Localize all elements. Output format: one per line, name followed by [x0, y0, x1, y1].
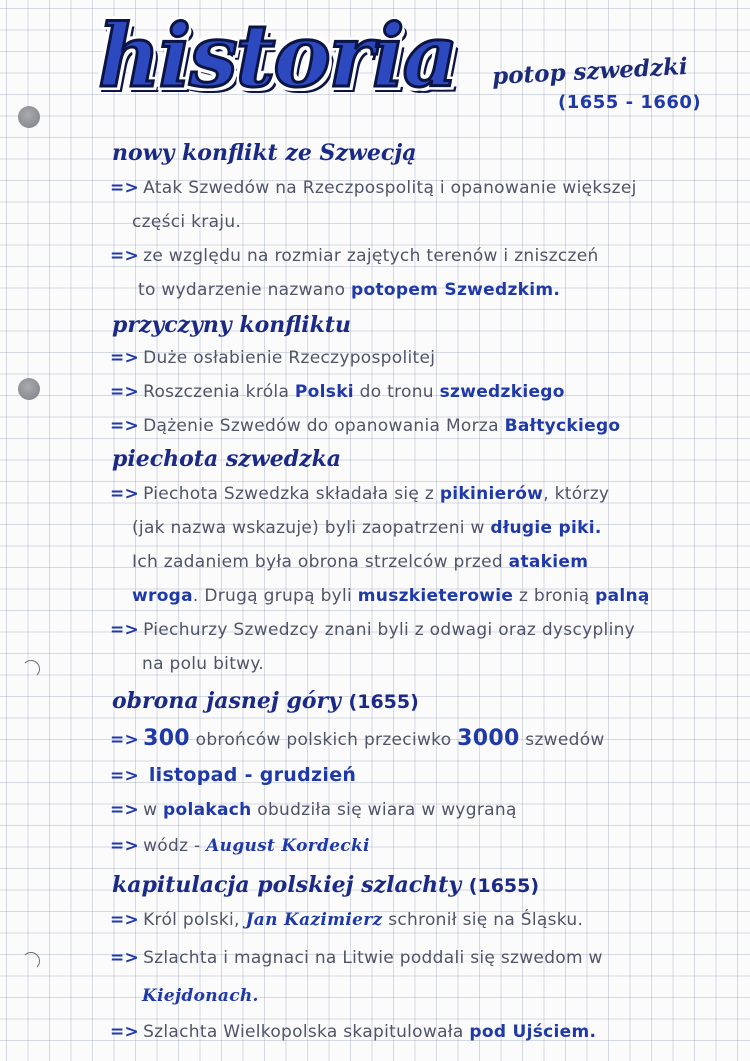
arrow-icon: =>: [110, 910, 140, 930]
arrow-icon: =>: [110, 766, 140, 786]
note-line: części kraju.: [132, 212, 242, 232]
ring-mark: [22, 660, 40, 678]
arrow-icon: =>: [110, 800, 140, 820]
arrow-icon: =>: [110, 620, 140, 640]
arrow-icon: =>: [110, 1022, 140, 1042]
note-line: => ze względu na rozmiar zajętych terenów i zniszczeń: [110, 246, 599, 266]
section-heading: nowy konflikt ze Szwecją: [112, 140, 417, 166]
note-line: => Piechurzy Szwedzcy znani byli z odwagi oraz dyscypliny: [110, 620, 636, 640]
title-block: [98, 6, 457, 107]
binder-hole: [18, 378, 40, 400]
note-line: (jak nazwa wskazuje) byli zaopatrzeni w długie piki.: [132, 518, 602, 538]
section-heading: kapitulacja polskiej szlachty (1655): [112, 872, 540, 898]
arrow-icon: =>: [110, 416, 140, 436]
note-line: => Szlachta Wielkopolska skapitulowała pod Ujściem.: [110, 1022, 597, 1042]
section-heading: piechota szwedzka: [112, 446, 342, 472]
section-heading: przyczyny konfliktu: [112, 312, 352, 338]
note-line: to wydarzenie nazwano potopem Szwedzkim.: [138, 280, 561, 300]
arrow-icon: =>: [110, 484, 140, 504]
arrow-icon: =>: [110, 178, 140, 198]
subtitle: potop szwedzki: [491, 52, 689, 91]
note-line: => wódz - August Kordecki: [110, 836, 370, 856]
note-line: wroga. Drugą grupą byli muszkieterowie z bronią palną: [132, 586, 650, 606]
arrow-icon: =>: [110, 730, 140, 750]
note-line: => Szlachta i magnaci na Litwie poddali się szwedom w: [110, 948, 603, 968]
note-line: => Król polski, Jan Kazimierz schronił się na Śląsku.: [110, 910, 584, 930]
note-line: => listopad - grudzień: [110, 764, 357, 786]
note-line: Ich zadaniem była obrona strzelców przed atakiem: [132, 552, 589, 572]
page-title: historia: [98, 6, 457, 107]
binder-hole: [18, 106, 40, 128]
arrow-icon: =>: [110, 948, 140, 968]
note-line: => 300 obrońców polskich przeciwko 3000 szwedów: [110, 726, 605, 751]
arrow-icon: =>: [110, 348, 140, 368]
arrow-icon: =>: [110, 246, 140, 266]
note-line: => Dążenie Szwedów do opanowania Morza Bałtyckiego: [110, 416, 621, 436]
note-line: => w polakach obudziła się wiara w wygraną: [110, 800, 517, 820]
arrow-icon: =>: [110, 836, 140, 856]
note-line: => Piechota Szwedzka składała się z pikinierów, którzy: [110, 484, 610, 504]
arrow-icon: =>: [110, 382, 140, 402]
note-line: Kiejdonach.: [142, 986, 259, 1006]
note-line: => Atak Szwedów na Rzeczpospolitą i opanowanie większej: [110, 178, 637, 198]
note-line: => Duże osłabienie Rzeczypospolitej: [110, 348, 436, 368]
date-range: (1655 - 1660): [558, 92, 702, 113]
ring-mark: [22, 952, 40, 970]
note-line: => Roszczenia króla Polski do tronu szwedzkiego: [110, 382, 565, 402]
section-heading: obrona jasnej góry (1655): [112, 688, 419, 714]
note-line: na polu bitwy.: [142, 654, 265, 674]
